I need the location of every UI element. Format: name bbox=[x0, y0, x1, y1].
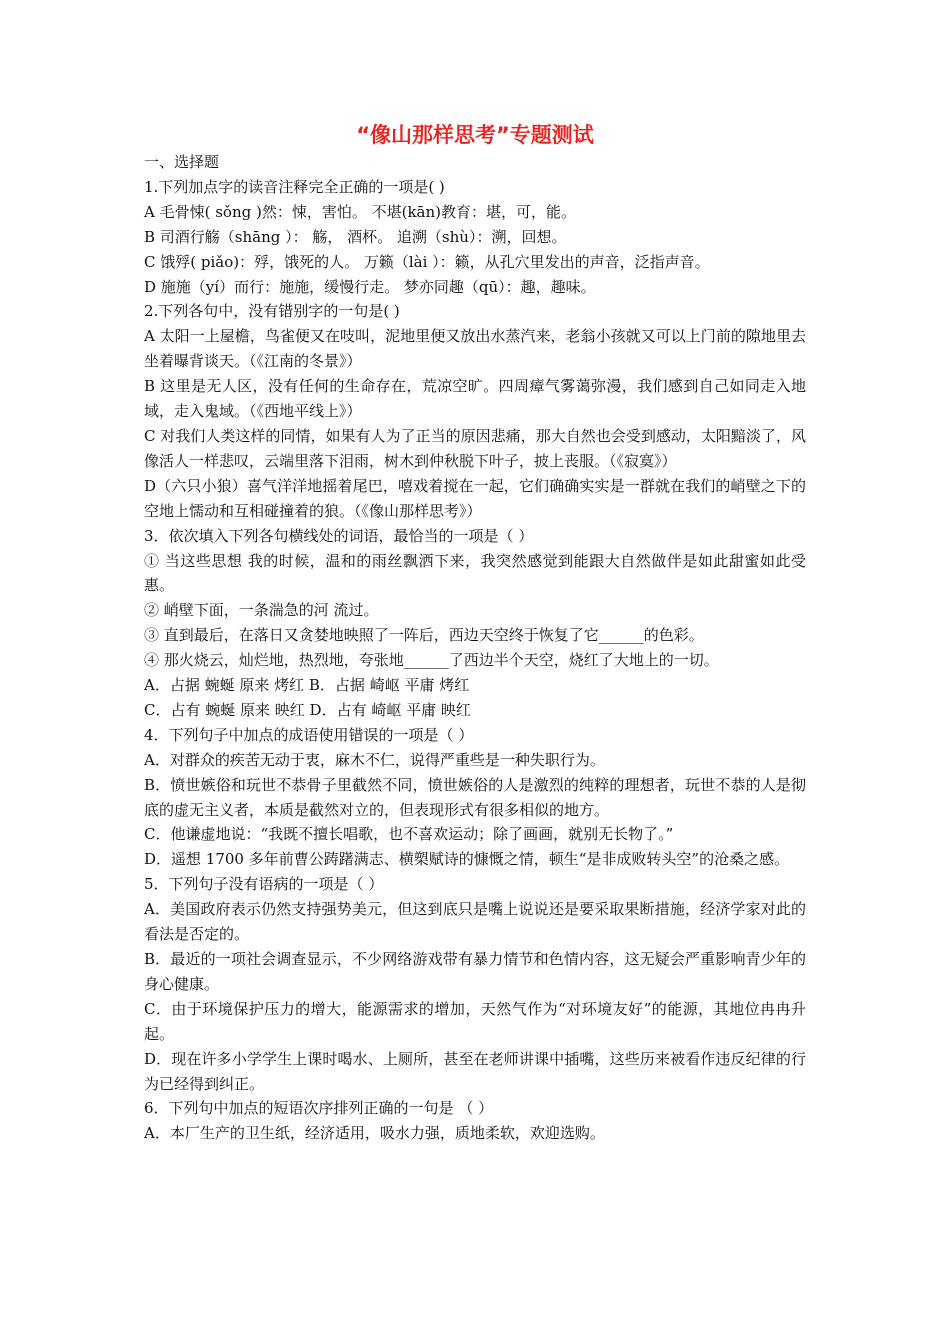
question-4-option-c: C．他谦虚地说：“我既不擅长唱歌，也不喜欢运动；除了画画，就别无长物了。” bbox=[144, 825, 674, 844]
question-4-option-d: D．遥想 1700 多年前曹公踌躇满志、横槊赋诗的慷慨之情，顿生“是非成败转头空”的沧桑之感。 bbox=[144, 850, 790, 869]
question-3-sentence-3: ③ 直到最后，在落日又贪婪地映照了一阵后，西边天空终于恢复了它______的色彩。 bbox=[144, 626, 704, 645]
question-5-option-c: C．由于环境保护压力的增大，能源需求的增加，天然气作为“对环境友好”的能源，其地位冉冉升起。 bbox=[144, 999, 806, 1043]
question-3-sentence-2: ② 峭壁下面，一条湍急的河 流过。 bbox=[144, 601, 379, 620]
question-2-option-d: D（六只小狼）喜气洋洋地摇着尾巴，嘻戏着搅在一起，它们确确实实是一群就在我们的峭壁之下的空地上懦动和互相碰撞着的狼。（《像山那样思考》） bbox=[144, 476, 806, 520]
question-4-option-a: A．对群众的疾苦无动于衷，麻木不仁，说得严重些是一种失职行为。 bbox=[144, 750, 605, 769]
question-4-stem: 4．下列句子中加点的成语使用错误的一项是（ ） bbox=[144, 725, 474, 744]
question-1-option-b: B 司酒行觞（shāng ）： 觞， 酒杯。 追溯（shù）：溯，回想。 bbox=[144, 227, 567, 246]
question-2-stem: 2.下列各句中，没有错别字的一句是( ) bbox=[144, 302, 400, 321]
question-2-option-b: B 这里是无人区，没有任何的生命存在，荒凉空旷。四周瘴气雾蔼弥漫，我们感到自己如同走入地域，走入鬼域。（《西地平线上》） bbox=[144, 377, 806, 421]
question-5-option-a: A．美国政府表示仍然支持强势美元，但这到底只是嘴上说说还是要采取果断措施，经济学家对此的看法是否定的。 bbox=[144, 900, 806, 944]
question-4-option-b: B．愤世嫉俗和玩世不恭骨子里截然不同，愤世嫉俗的人是激烈的纯粹的理想者，玩世不恭的人是彻底的虚无主义者，本质是截然对立的，但表现形式有很多相似的地方。 bbox=[144, 775, 806, 819]
section-heading: 一、选择题 bbox=[144, 153, 220, 171]
question-5-stem: 5．下列句子没有语病的一项是（ ） bbox=[144, 875, 384, 894]
question-3-sentence-4: ④ 那火烧云，灿烂地，热烈地，夸张地______了西边半个天空，烧红了大地上的一切。 bbox=[144, 651, 719, 670]
document-title: “像山那样思考”专题测试 bbox=[356, 123, 594, 147]
question-3-options-ab: A．占据 蜿蜒 原来 烤红 B．占据 崎岖 平庸 烤红 bbox=[144, 676, 470, 695]
question-3-sentence-1: ① 当这些思想 我的时候，温和的雨丝飘洒下来，我突然感觉到能跟大自然做伴是如此甜蜜如此受惠。 bbox=[144, 551, 806, 595]
document-body bbox=[144, 150, 806, 1146]
question-2-option-a: A 太阳一上屋檐，鸟雀便又在吱叫，泥地里便又放出水蒸汽来，老翁小孩就又可以上门前的隙地里去坐着曝背谈天。（《江南的冬景》） bbox=[144, 327, 806, 371]
question-5-option-d: D．现在许多小学学生上课时喝水、上厕所，甚至在老师讲课中插嘴，这些历来被看作违反纪律的行为已经得到纠正。 bbox=[144, 1049, 806, 1093]
question-1-option-c: C 饿殍( piǎo)：殍，饿死的人。 万籁（lài ）：籁，从孔穴里发出的声音，泛指声音。 bbox=[144, 252, 710, 271]
question-1-option-d: D 施施（yí）而行：施施，缓慢行走。 梦亦同趣（qū）：趣，趣味。 bbox=[144, 277, 596, 296]
question-1-stem: 1.下列加点字的读音注释完全正确的一项是( ) bbox=[144, 177, 445, 196]
question-6-option-a: A．本厂生产的卫生纸，经济适用，吸水力强，质地柔软，欢迎选购。 bbox=[144, 1124, 605, 1143]
question-3-options-cd: C．占有 蜿蜒 原来 映红 D．占有 崎岖 平庸 映红 bbox=[144, 700, 471, 719]
question-6-stem: 6．下列句中加点的短语次序排列正确的一句是 （ ） bbox=[144, 1099, 494, 1118]
question-5-option-b: B．最近的一项社会调查显示，不少网络游戏带有暴力情节和色情内容，这无疑会严重影响青少年的身心健康。 bbox=[144, 950, 806, 993]
question-1-option-a: A 毛骨悚( sǒng )然：悚，害怕。 不堪(kān)教育：堪，可，能。 bbox=[144, 202, 576, 221]
question-3-stem: 3．依次填入下列各句横线处的词语，最恰当的一项是（ ） bbox=[144, 526, 534, 545]
question-2-option-c: C 对我们人类这样的同情，如果有人为了正当的原因悲痛，那大自然也会受到感动，太阳黯淡了，风像活人一样悲叹，云端里落下泪雨，树木到仲秋脱下叶子，披上丧服。（《寂寞》） bbox=[144, 426, 806, 470]
